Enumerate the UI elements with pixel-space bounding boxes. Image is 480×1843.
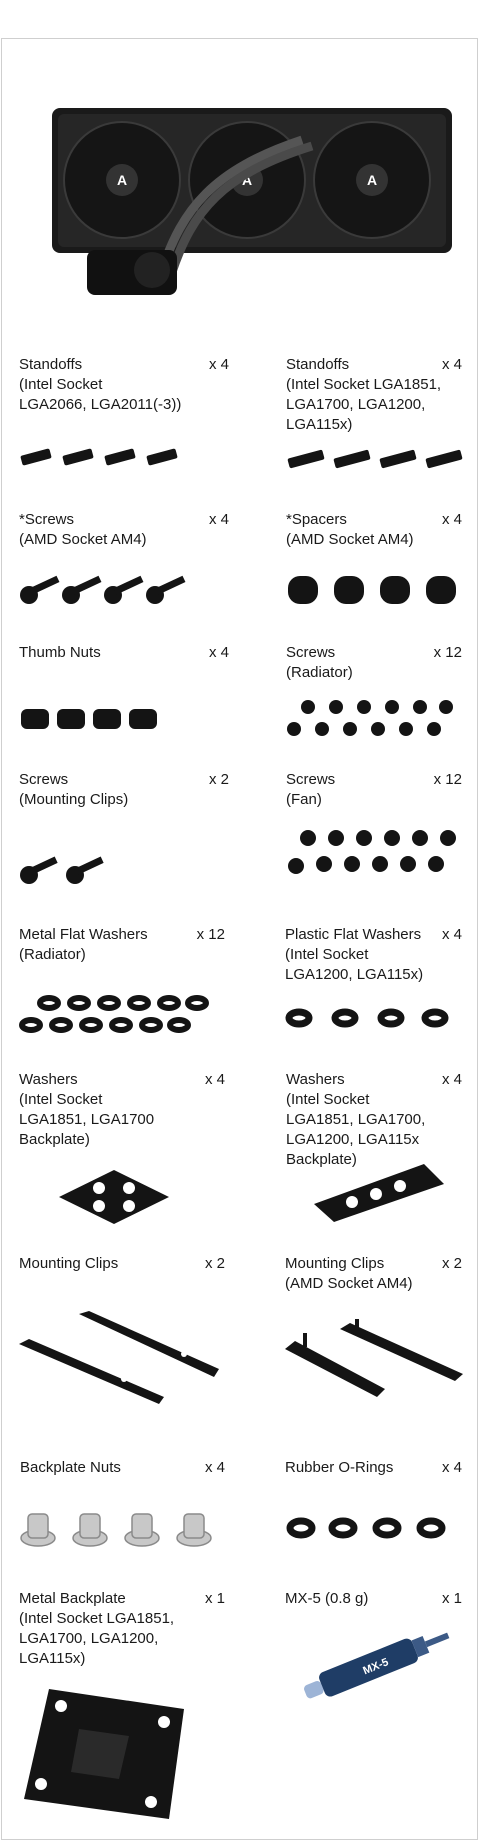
part-quantity: x 4	[204, 1071, 225, 1088]
part-quantity: x 4	[441, 926, 462, 943]
part-item	[285, 925, 462, 1040]
svg-text:A: A	[241, 172, 253, 188]
part-label: Mounting Clips	[19, 1255, 119, 1272]
mounting-clips-image	[19, 1309, 229, 1404]
part-label: MX-5 (0.8 g)	[285, 1590, 369, 1607]
part-label: Standoffs (Intel Socket LGA1851, LGA1700, LGA1200, LGA115x)	[286, 356, 442, 433]
part-label: Rubber O-Rings	[285, 1459, 394, 1476]
part-label: *Spacers (AMD Socket AM4)	[286, 511, 414, 548]
spacers-image	[286, 570, 466, 610]
part-quantity: x 12	[196, 926, 225, 943]
aio-cooler-image	[12, 100, 459, 300]
part-item	[285, 1458, 462, 1558]
part-quantity: x 12	[433, 771, 462, 788]
part-quantity: x 4	[204, 1459, 225, 1476]
metal-backplate-image	[19, 1684, 189, 1824]
part-item	[286, 510, 462, 620]
part-item	[19, 510, 229, 620]
metal-washers-image	[19, 993, 209, 1038]
svg-text:A: A	[366, 172, 378, 188]
plastic-washers-image	[285, 1003, 465, 1033]
part-label: *Screws (AMD Socket AM4)	[19, 511, 147, 548]
part-item	[19, 355, 229, 465]
part-item	[19, 1254, 225, 1404]
part-label: Washers (Intel Socket LGA1851, LGA1700, LGA1200, LGA115x Backplate)	[286, 1071, 426, 1168]
syringe-label: MX-5	[361, 1656, 391, 1678]
screws-image	[19, 570, 189, 610]
part-label: Metal Backplate (Intel Socket LGA1851, LGA1700, LGA1200, LGA115x)	[19, 1590, 175, 1667]
standoffs-image	[286, 440, 466, 475]
part-quantity: x 4	[208, 644, 229, 661]
part-quantity: x 4	[441, 1459, 462, 1476]
part-label: Washers (Intel Socket LGA1851, LGA1700 Backplate)	[19, 1071, 155, 1148]
part-item	[19, 1070, 225, 1220]
square-washer-plate-image	[59, 1170, 169, 1225]
part-quantity: x 4	[441, 511, 462, 528]
part-item	[286, 1070, 462, 1235]
part-label: Standoffs (Intel Socket LGA2066, LGA2011(-3))	[19, 356, 182, 413]
part-quantity: x 2	[441, 1255, 462, 1272]
part-label: Screws (Mounting Clips)	[19, 771, 129, 808]
part-quantity: x 1	[204, 1590, 225, 1607]
part-item	[19, 925, 225, 1040]
part-quantity: x 2	[204, 1255, 225, 1272]
part-item	[286, 643, 462, 743]
part-item	[19, 770, 229, 885]
fan-screws-image	[286, 828, 466, 878]
part-label: Metal Flat Washers (Radiator)	[19, 926, 148, 963]
o-rings-image	[285, 1513, 465, 1543]
part-quantity: x 12	[433, 644, 462, 661]
amd-mounting-clips-image	[285, 1319, 465, 1399]
strip-washer-plate-image	[314, 1162, 444, 1222]
part-item	[286, 355, 462, 485]
standoffs-image	[19, 440, 189, 475]
svg-text:A: A	[116, 172, 128, 188]
part-item	[19, 1589, 225, 1834]
part-item	[19, 643, 229, 738]
part-item	[285, 1254, 462, 1414]
part-item	[20, 1458, 225, 1558]
part-label: Backplate Nuts	[20, 1459, 121, 1476]
part-label: Screws (Fan)	[286, 771, 336, 808]
part-quantity: x 2	[208, 771, 229, 788]
thermal-paste-syringe-image	[300, 1624, 460, 1704]
part-quantity: x 4	[441, 356, 462, 373]
part-label: Mounting Clips (AMD Socket AM4)	[285, 1255, 413, 1292]
part-item	[285, 1589, 462, 1709]
part-quantity: x 1	[441, 1590, 462, 1607]
part-label: Plastic Flat Washers (Intel Socket LGA1200, LGA115x)	[285, 926, 424, 983]
part-item	[286, 770, 462, 885]
part-label: Screws (Radiator)	[286, 644, 353, 681]
thumb-nuts-image	[19, 705, 189, 735]
radiator-screws-image	[286, 699, 466, 739]
part-quantity: x 4	[208, 511, 229, 528]
part-quantity: x 4	[208, 356, 229, 373]
backplate-nuts-image	[20, 1506, 220, 1551]
part-quantity: x 4	[441, 1071, 462, 1088]
clip-screws-image	[19, 850, 119, 890]
part-label: Thumb Nuts	[19, 644, 101, 661]
